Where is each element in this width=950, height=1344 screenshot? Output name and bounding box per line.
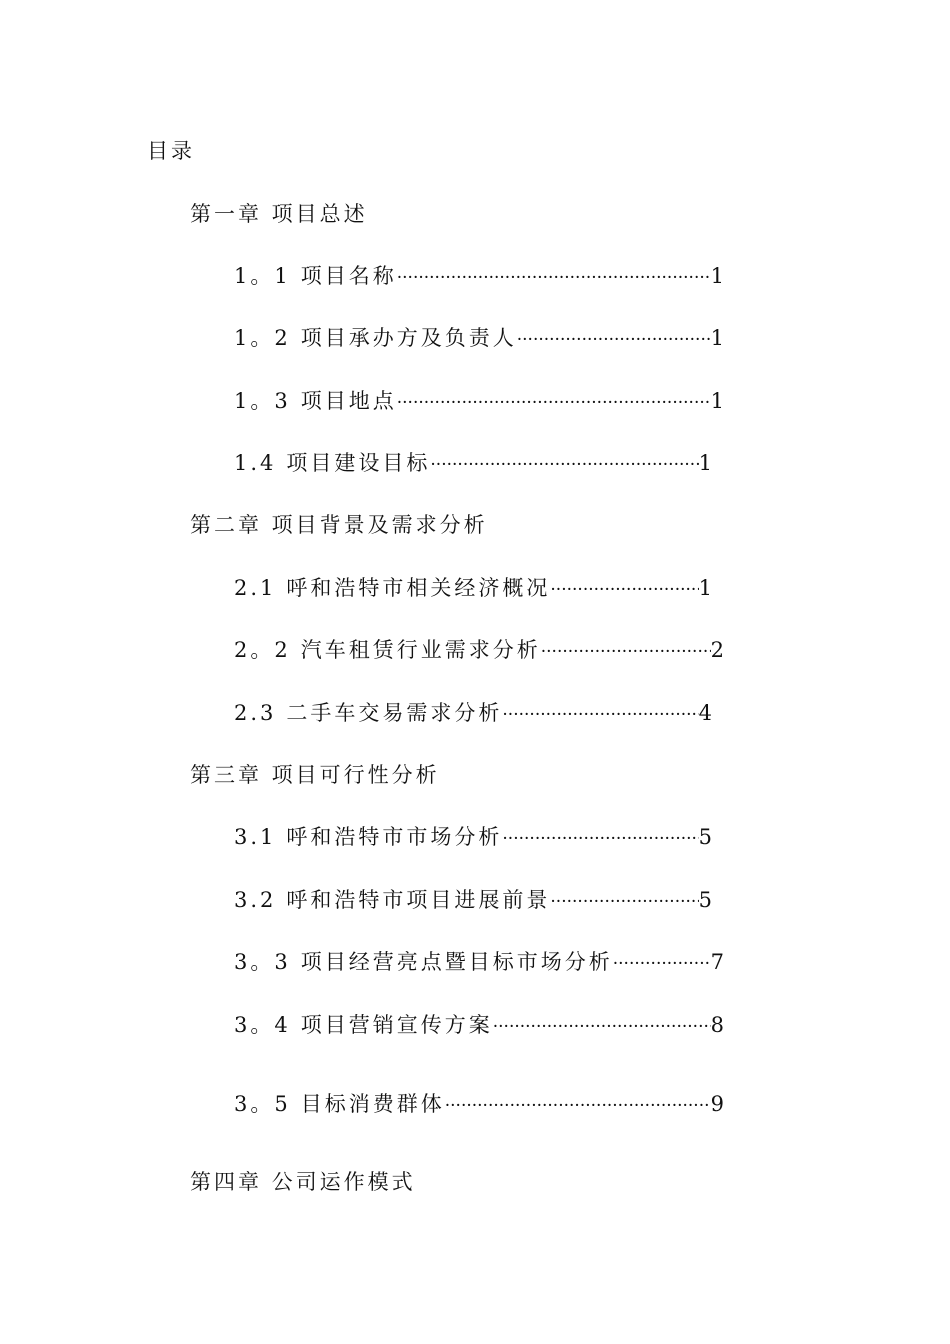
toc-title: 目录 <box>147 139 195 163</box>
leader-dots <box>397 388 711 418</box>
leader-dots <box>517 325 711 355</box>
entry-title: 呼和浩特市项目进展前景 <box>286 888 551 912</box>
toc-entry-2-1[interactable] <box>234 573 712 605</box>
entry-number: 1。2 <box>234 326 291 350</box>
toc-entry-1-4[interactable] <box>234 448 712 480</box>
entry-number: 1.4 <box>234 451 277 475</box>
leader-dots <box>502 824 698 854</box>
toc-entry-2-2[interactable] <box>234 635 724 667</box>
toc-entry-1-2[interactable] <box>234 323 724 355</box>
entry-title: 汽车租赁行业需求分析 <box>300 638 541 662</box>
entry-number: 3。4 <box>234 1013 291 1037</box>
toc-entry-3-3[interactable] <box>234 947 724 979</box>
leader-dots <box>541 637 711 667</box>
chapter-2-heading[interactable]: 第二章 项目背景及需求分析 <box>190 513 488 537</box>
entry-page: 1 <box>710 264 724 288</box>
chapter-1-heading[interactable]: 第一章 项目总述 <box>190 202 368 226</box>
toc-entry-3-2[interactable] <box>234 885 712 917</box>
entry-page: 7 <box>710 950 724 974</box>
entry-title: 呼和浩特市相关经济概况 <box>286 576 551 600</box>
toc-entry-3-1[interactable] <box>234 822 712 854</box>
entry-number: 3.2 <box>234 888 277 912</box>
entry-number: 3。5 <box>234 1092 291 1116</box>
leader-dots <box>445 1091 711 1121</box>
entry-number: 1。3 <box>234 389 291 413</box>
entry-number: 1。1 <box>234 264 291 288</box>
entry-number: 2.3 <box>234 701 277 725</box>
entry-title: 项目承办方及负责人 <box>300 326 517 350</box>
entry-page: 5 <box>698 888 712 912</box>
entry-number: 3.1 <box>234 825 277 849</box>
leader-dots <box>493 1012 711 1042</box>
entry-page: 9 <box>710 1092 724 1116</box>
leader-dots <box>430 450 698 480</box>
leader-dots <box>502 700 698 730</box>
entry-page: 1 <box>698 451 712 475</box>
toc-entry-3-4[interactable] <box>234 1010 724 1042</box>
toc-entry-1-1[interactable] <box>234 261 724 293</box>
entry-number: 3。3 <box>234 950 291 974</box>
entry-page: 8 <box>710 1013 724 1037</box>
entry-number: 2。2 <box>234 638 291 662</box>
entry-title: 二手车交易需求分析 <box>286 701 503 725</box>
entry-page: 2 <box>710 638 724 662</box>
chapter-3-heading[interactable]: 第三章 项目可行性分析 <box>190 763 440 787</box>
chapter-4-heading[interactable]: 第四章 公司运作模式 <box>190 1170 416 1194</box>
toc-entry-2-3[interactable] <box>234 698 712 730</box>
entry-page: 4 <box>698 701 712 725</box>
leader-dots <box>550 887 698 917</box>
entry-page: 1 <box>710 326 724 350</box>
entry-page: 1 <box>710 389 724 413</box>
entry-title: 项目地点 <box>300 389 397 413</box>
entry-title: 项目营销宣传方案 <box>300 1013 493 1037</box>
entry-page: 5 <box>698 825 712 849</box>
leader-dots <box>397 263 711 293</box>
leader-dots <box>613 949 711 979</box>
entry-title: 项目名称 <box>300 264 397 288</box>
leader-dots <box>550 575 698 605</box>
entry-title: 呼和浩特市市场分析 <box>286 825 503 849</box>
toc-entry-3-5[interactable] <box>234 1089 724 1121</box>
entry-number: 2.1 <box>234 576 277 600</box>
entry-title: 项目经营亮点暨目标市场分析 <box>300 950 613 974</box>
entry-page: 1 <box>698 576 712 600</box>
entry-title: 项目建设目标 <box>286 451 431 475</box>
toc-entry-1-3[interactable] <box>234 386 724 418</box>
entry-title: 目标消费群体 <box>300 1092 445 1116</box>
